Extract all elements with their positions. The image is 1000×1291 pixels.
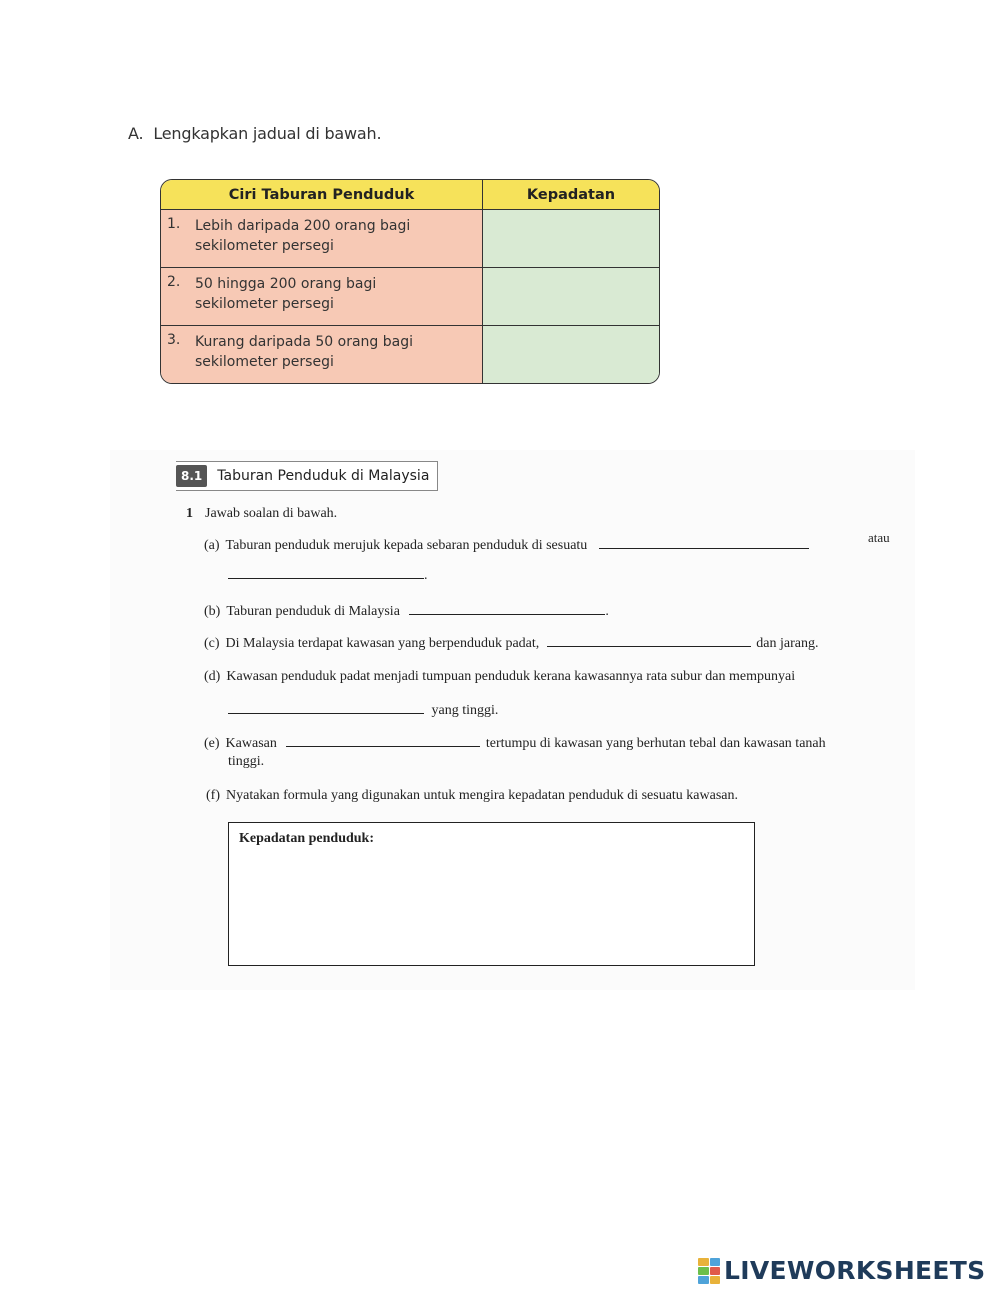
question-label: (e) [204,736,220,751]
question-text: Nyatakan formula yang digunakan untuk mengira kepadatan penduduk di sesuatu kawasan. [226,788,739,803]
liveworksheets-logo-icon [698,1258,720,1284]
question-label: (d) [204,669,221,684]
table-row [161,326,659,384]
table-row [161,268,659,326]
question-d [204,669,795,685]
answer-blank-a2[interactable] [228,578,424,579]
answer-blank-e[interactable] [286,746,480,747]
question-text: Jawab soalan di bawah. [205,506,338,521]
liveworksheets-logo [698,1256,985,1285]
table-header-row [161,180,659,210]
row-description [161,326,483,384]
question-label: (f) [206,788,220,803]
row-line: Kurang daripada 50 orang bagi [195,334,414,350]
question-text: Taburan penduduk di Malaysia [226,604,400,619]
period: . [605,604,609,619]
question-text: Kawasan [225,736,277,751]
question-b [204,604,609,620]
row-number: 3. [167,332,181,348]
density-answer-cell[interactable] [483,268,659,325]
density-table [160,179,660,384]
row-line: sekilometer persegi [195,238,334,254]
formula-box-label: Kepadatan penduduk: [239,831,375,846]
question-text-after: yang tinggi. [431,703,499,718]
instruction-text: Lengkapkan jadual di bawah. [153,124,382,143]
question-a-line2 [228,568,428,584]
question-d-line2 [228,703,498,719]
section-letter: A. [128,124,144,143]
row-description [161,210,483,267]
answer-blank-a1[interactable] [599,548,809,549]
answer-blank-c[interactable] [547,646,751,647]
question-number: 1 [186,506,193,521]
row-line: 50 hingga 200 orang bagi [195,276,377,292]
row-line: Lebih daripada 200 orang bagi [195,218,411,234]
formula-answer-box[interactable] [228,822,755,966]
row-number: 2. [167,274,181,290]
question-label: (a) [204,538,220,553]
section-title [176,461,438,491]
question-c [204,636,818,652]
row-line: sekilometer persegi [195,296,334,312]
question-a-or: atau [868,530,890,545]
question-e [204,736,826,752]
question-text: Di Malaysia terdapat kawasan yang berpenduduk padat, [225,636,540,651]
table-row [161,210,659,268]
answer-blank-b[interactable] [409,614,605,615]
row-number: 1. [167,216,181,232]
question-text: Kawasan penduduk padat menjadi tumpuan penduduk kerana kawasannya rata subur dan mempunyai [226,669,796,684]
header-density: Kepadatan [526,187,616,203]
row-description [161,268,483,325]
density-answer-cell[interactable] [483,210,659,267]
question-e-line2: tinggi. [228,754,265,769]
question-text: Taburan penduduk merujuk kepada sebaran penduduk di sesuatu [225,538,588,553]
period: . [424,568,428,583]
question-f [206,788,738,804]
question-a [204,538,809,554]
row-line: sekilometer persegi [195,354,334,370]
question-text-after: dan jarang. [756,636,819,651]
header-characteristics: Ciri Taburan Penduduk [161,180,483,209]
instruction [128,124,381,143]
question-label: (b) [204,604,221,619]
logo-text: LIVEWORKSHEETS [724,1256,986,1285]
question-label: (c) [204,636,220,651]
section-title-text: Taburan Penduduk di Malaysia [217,468,430,484]
question-1 [186,506,337,522]
section-badge: 8.1 [176,465,207,487]
density-answer-cell[interactable] [483,326,659,384]
answer-blank-d[interactable] [228,713,424,714]
question-text-after: tertumpu di kawasan yang berhutan tebal dan kawasan tanah [485,736,826,751]
